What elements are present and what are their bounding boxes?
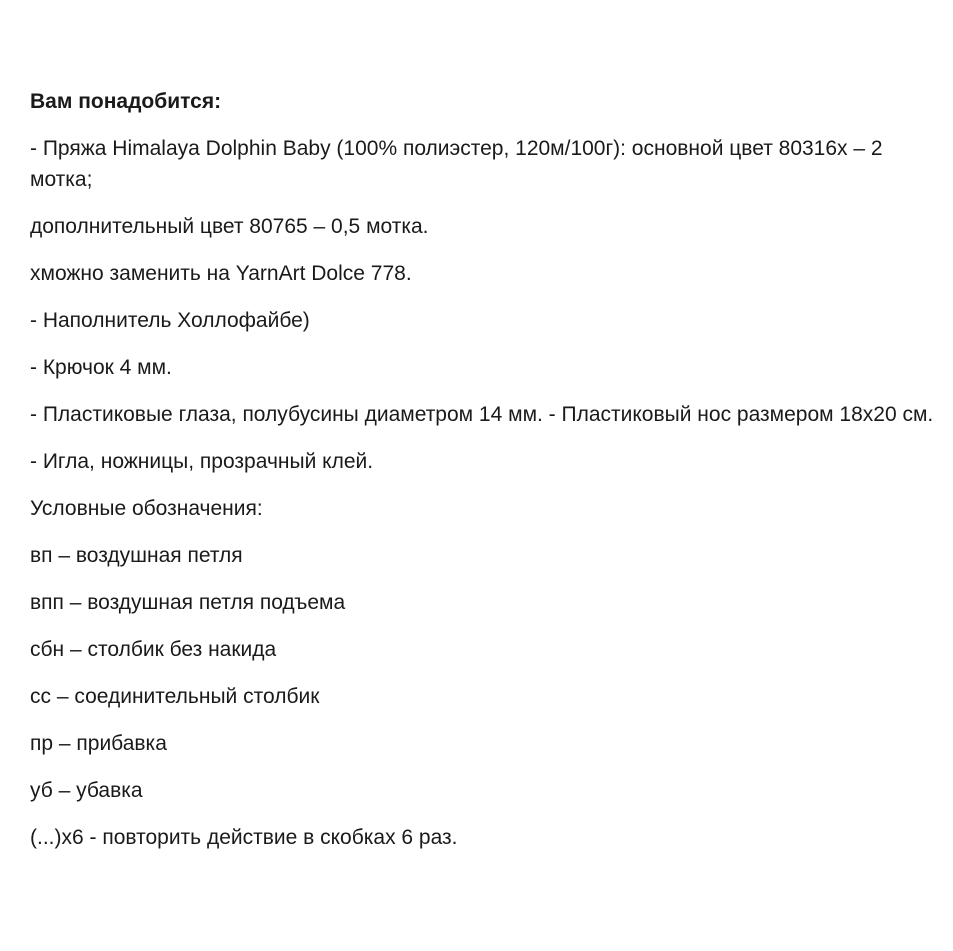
- yarn-main-color: - Пряжа Himalaya Dolphin Baby (100% полиэстер, 120м/100г): основной цвет 80316х – 2 мотка;: [30, 137, 883, 191]
- stuffing-item: - Наполнитель Холлофайбе): [30, 309, 310, 332]
- legend-item-ss: сс – соединительный столбик: [30, 685, 320, 708]
- eyes-nose-item: - Пластиковые глаза, полубусины диаметром 14 мм. - Пластиковый нос размером 18х20 см.: [30, 403, 934, 426]
- tools-item: - Игла, ножницы, прозрачный клей.: [30, 450, 374, 473]
- legend-item-ub: уб – убавка: [30, 779, 143, 802]
- legend-item-vp: вп – воздушная петля: [30, 544, 243, 567]
- legend-item-sbn: сбн – столбик без накида: [30, 638, 277, 661]
- legend-item-pr: пр – прибавка: [30, 732, 167, 755]
- yarn-substitute: хможно заменить на YarnArt Dolce 778.: [30, 262, 412, 285]
- legend-item-repeat: (...)х6 - повторить действие в скобках 6 раз.: [30, 826, 458, 849]
- hook-item: - Крючок 4 мм.: [30, 356, 172, 379]
- legend-item-vpp: впп – воздушная петля подъема: [30, 591, 346, 614]
- yarn-additional-color: дополнительный цвет 80765 – 0,5 мотка.: [30, 215, 429, 238]
- document-body: [30, 86, 935, 869]
- legend-heading: Условные обозначения:: [30, 497, 263, 520]
- materials-heading: Вам понадобится:: [30, 90, 222, 113]
